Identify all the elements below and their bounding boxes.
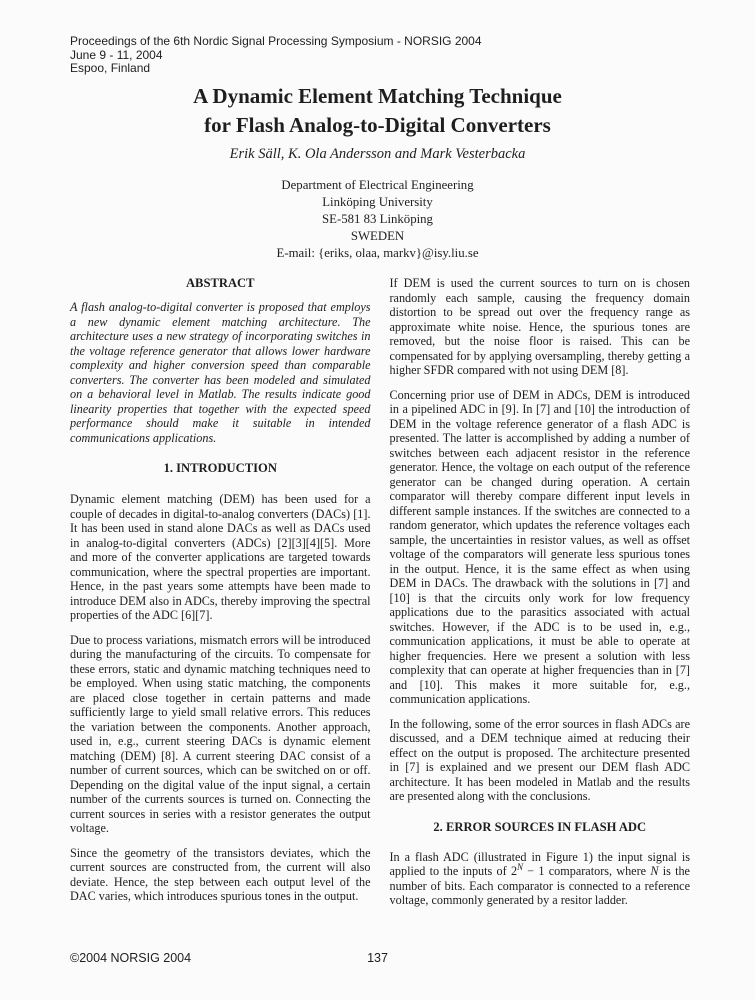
- conference-header: [70, 35, 482, 76]
- right-column-paragraph-3: In the following, some of the error sources in flash ADCs are discussed, and a DEM technique aimed at reducing their effect on the output is proposed. The architecture presented in [7] is explained and we present our DEM flash ADC architecture. It has been modeled in Matlab and the results are presented along with the conclusions.: [389, 716, 690, 803]
- introduction-paragraph-2: Due to process variations, mismatch errors will be introduced during the manufacturing of the circuits. To compensate for these errors, static and dynamic matching techniques need to be employed. When using static matching, the components are placed close together in certain patterns and made sufficiently large to yield small relative errors. This reduces the variation between the components. Another approach, used in, e.g., current steering DACs is dynamic element matching (DEM) [8]. A current steering DAC consist of a number of current sources, which can be switched on or off. Depending on the digital value of the input signal, a certain number of the currents sources is turned on. Connecting the current sources in series with a resistor generates the output voltage.: [70, 632, 371, 835]
- abstract-paragraph: A flash analog-to-digital converter is proposed that employs a new dynamic element matching architecture. The architecture uses a new strategy of incorporating switches in the voltage reference generator that allows lower hardware complexity and higher conversion speed than comparable converters. The converter has been modeled and simulated on a behavioral level in Matlab. The results indicate good linearity properties that together with the expected speed performance should make it suitable in intended communications applications.: [70, 300, 371, 445]
- conference-location: Espoo, Finland: [70, 61, 151, 75]
- section-heading-error-sources: 2. ERROR SOURCES IN FLASH ADC: [433, 819, 647, 834]
- section-heading-introduction: 1. INTRODUCTION: [163, 461, 277, 475]
- introduction-paragraph-3: Since the geometry of the transistors deviates, which the current sources are constructed from, the current will also deviate. Hence, the step between each output level of the DAC varies, which introduces spurious tones in the output.: [70, 845, 371, 903]
- left-column: [70, 276, 371, 948]
- affiliation-department: Department of Electrical Engineering: [281, 178, 474, 192]
- paper-title-line2: for Flash Analog-to-Digital Converters: [204, 112, 551, 137]
- right-column-paragraph-2: Concerning prior use of DEM in ADCs, DEM is introduced in a pipelined ADC in [9]. In [7] and [10] the introduction of DEM in the voltage reference generator of a flash ADC is presented. The latter is accomplished by adding a number of switches between each adjacent resistor in the reference generator. Hence, the voltage on each output of the reference generator can be changed during operation. A certain comparator will thereby compare different input levels in different sample instances. If the switches are connected to a random generator, which updates the reference voltages each sample, the uncertainties in resistor values, as well as offset voltage of the comparators will generate less spurious tones in the output. Hence, it is the same effect as when using DEM in DACs. The drawback with the solutions in [7] and [10] is that the circuits only work for low frequency applications due to the parasitics associated with actual switches. However, if the ADC is to be used in, e.g., communication applications, it must be able to operate at higher frequencies. Here we present a solution with less complexity that can operate at higher frequencies than in [7] and [10]. This makes it more suitable for, e.g., communication applications.: [389, 387, 690, 706]
- page-number: 137: [367, 951, 388, 965]
- affiliation-block: [0, 177, 755, 262]
- error-sources-text-part2: − 1 comparators, where: [523, 864, 651, 878]
- affiliation-country: SWEDEN: [350, 229, 405, 243]
- error-sources-text-part3: is the number of bits. Each comparator is connected to a reference voltage, commonly generated by a resitor ladder.: [389, 864, 690, 907]
- formula-base: 2: [510, 864, 518, 878]
- paper-title: [0, 82, 755, 139]
- abstract-heading: ABSTRACT: [185, 276, 255, 290]
- paper-title-line1: A Dynamic Element Matching Technique: [193, 84, 562, 108]
- affiliation-address: SE-581 83 Linköping: [322, 212, 433, 226]
- formula-exponent: N: [517, 861, 524, 872]
- error-sources-paragraph: [390, 850, 691, 908]
- conference-name: Proceedings of the 6th Nordic Signal Processing Symposium - NORSIG 2004: [70, 34, 482, 48]
- error-sources-text-part1: In a flash ADC (illustrated in Figure 1) the input signal is applied to the inputs of: [389, 849, 690, 878]
- authors-line: Erik Säll, K. Ola Andersson and Mark Vesterbacka: [229, 146, 526, 162]
- formula-variable-n: N: [650, 864, 659, 878]
- right-column: [390, 276, 691, 948]
- right-column-paragraph-1: If DEM is used the current sources to turn on is chosen randomly each sample, causing the frequency domain distortion to be spread out over the frequency range as approximate white noise. Hence, the spurious tones are removed, but the noise floor is raised. This can be compensated for by applying oversampling, thereby getting a higher SFDR compared with not using DEM [8].: [389, 276, 690, 377]
- body-columns: [70, 276, 690, 948]
- affiliation-university: Linköping University: [322, 195, 433, 209]
- affiliation-email: E-mail: {eriks, olaa, markv}@isy.liu.se: [276, 246, 479, 260]
- introduction-paragraph-1: Dynamic element matching (DEM) has been used for a couple of decades in digital-to-analog converters (DACs) [1]. It has been used in stand alone DACs as well as DACs used in analog-to-digital converters (ADCs) [2][3][4][5]. More and more of the converter applications are targeted towards communication, where the spectral properties are important. Hence, in the past years some attempts have been made to introduce DEM also in ADCs, thereby improving the spectral properties of the ADC [6][7].: [70, 492, 371, 622]
- footer-copyright: ©2004 NORSIG 2004: [70, 951, 192, 965]
- conference-date: June 9 - 11, 2004: [70, 47, 163, 62]
